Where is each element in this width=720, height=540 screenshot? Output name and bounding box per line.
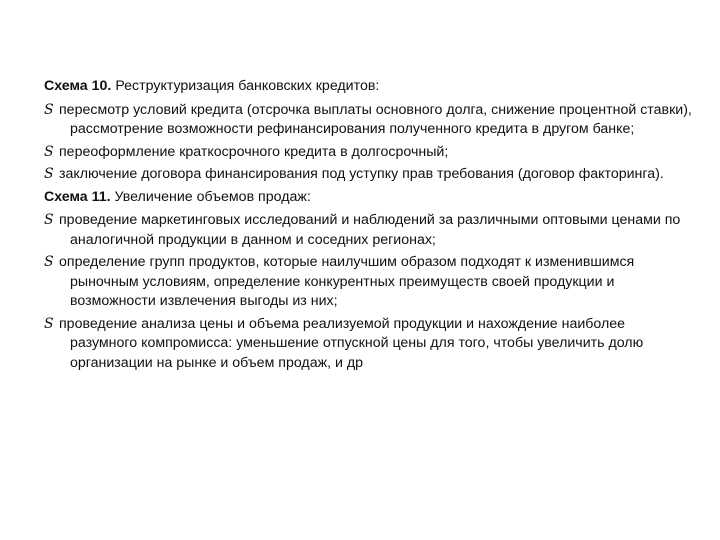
list-item [44,211,694,253]
document-body [44,77,694,376]
list-item [44,101,694,143]
list-item [44,165,694,188]
list-item-text: переоформление краткосрочного кредита в долгосрочный; [59,143,449,160]
scheme-11-title: Увеличение объемов продаж: [114,188,311,205]
scheme-11-heading [44,188,694,212]
list-item-text: заключение договора финансирования под уступку прав требования (договор факторинга). [59,166,664,182]
list-item-text: определение групп продуктов, которые наилучшим образом подходят к изменившимся рыночным условиям, определение конкурентных преимуществ своей продукции и возможности извлечения выгоды из них; [59,254,635,309]
bullet-icon: S [44,254,54,270]
bullet-icon: S [44,315,54,332]
bullet-icon: S [44,101,54,118]
list-item-text: проведение маркетинговых исследований и наблюдений за различными оптовыми ценами по аналогичной продукции в данном и соседних регионах; [59,212,681,248]
list-item-text: пересмотр условий кредита (отсрочка выплаты основного долга, снижение процентной ставки), рассмотрение возможности рефинансирования полученного кредита в другом банке; [59,101,692,137]
scheme-10-number: Схема 10. [44,78,112,94]
scheme-11-number: Схема 11. [44,188,111,205]
bullet-icon: S [44,143,54,160]
list-item [44,315,694,377]
scheme-10-heading [44,77,694,101]
bullet-icon: S [44,166,54,182]
scheme-10-title: Реструктуризация банковских кредитов: [115,78,380,94]
list-item [44,253,694,315]
list-item [44,143,694,166]
list-item-text: проведение анализа цены и объема реализуемой продукции и нахождение наиболее разумного компромисса: уменьшение отпускной цены для того, чтобы увеличить долю организации на рынке и объем продаж, и др [59,315,644,371]
bullet-icon: S [44,212,54,228]
